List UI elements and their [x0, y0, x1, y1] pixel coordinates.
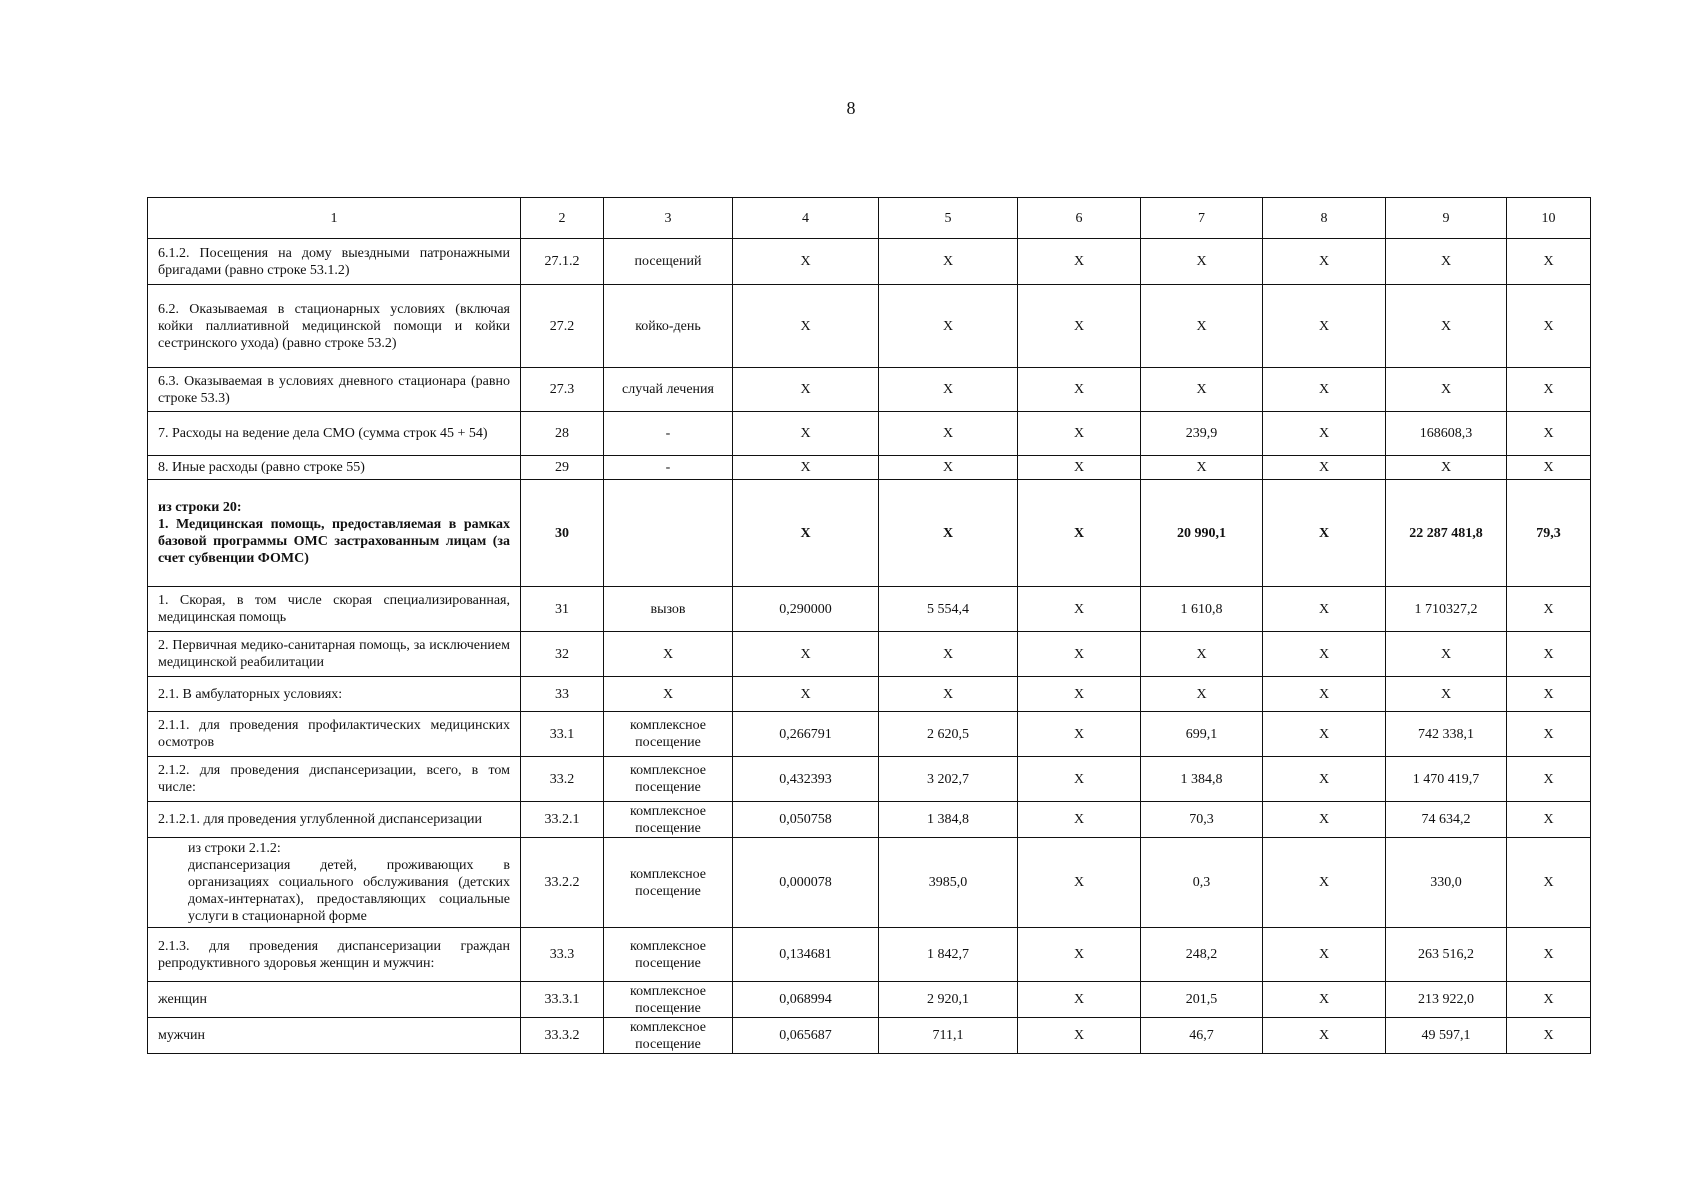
- table-cell: 5 554,4: [879, 587, 1018, 632]
- table-cell: комплексное посещение: [604, 982, 733, 1018]
- row-label-cell: 2.1.3. для проведения диспансеризации граждан репродуктивного здоровья женщин и мужчин:: [148, 928, 521, 982]
- row-label-cell: 7. Расходы на ведение дела СМО (сумма строк 45 + 54): [148, 412, 521, 456]
- row-label-cell: 1. Скорая, в том числе скорая специализированная, медицинская помощь: [148, 587, 521, 632]
- table-cell: 263 516,2: [1386, 928, 1507, 982]
- table-cell: 27.3: [521, 368, 604, 412]
- table-cell: 0,050758: [733, 802, 879, 838]
- table-cell: 1 710327,2: [1386, 587, 1507, 632]
- table-cell: Х: [1507, 1018, 1591, 1054]
- table-cell: Х: [879, 456, 1018, 480]
- table-cell: Х: [1263, 802, 1386, 838]
- table-cell: Х: [1507, 928, 1591, 982]
- table-cell: Х: [1018, 1018, 1141, 1054]
- table-cell: 2 620,5: [879, 712, 1018, 757]
- table-cell: комплексное посещение: [604, 802, 733, 838]
- table-cell: 0,266791: [733, 712, 879, 757]
- table-cell: комплексное посещение: [604, 1018, 733, 1054]
- table-cell: 3985,0: [879, 838, 1018, 928]
- table-cell: 79,3: [1507, 480, 1591, 587]
- table-cell: Х: [1141, 285, 1263, 368]
- table-cell: посещений: [604, 239, 733, 285]
- table-cell: Х: [1507, 677, 1591, 712]
- table-row: [148, 677, 1591, 712]
- row-label-cell: женщин: [148, 982, 521, 1018]
- table-row: [148, 1018, 1591, 1054]
- table-cell: случай лечения: [604, 368, 733, 412]
- table-cell: Х: [1507, 632, 1591, 677]
- table-row: [148, 368, 1591, 412]
- table-cell: Х: [879, 480, 1018, 587]
- table-cell: 28: [521, 412, 604, 456]
- table-cell: Х: [1507, 456, 1591, 480]
- table-cell: Х: [1141, 677, 1263, 712]
- table-cell: Х: [733, 632, 879, 677]
- table-cell: 201,5: [1141, 982, 1263, 1018]
- table-cell: 1 842,7: [879, 928, 1018, 982]
- column-header: 1: [148, 198, 521, 239]
- row-label-cell: мужчин: [148, 1018, 521, 1054]
- table-cell: 33.2.2: [521, 838, 604, 928]
- row-label-cell: из строки 20: 1. Медицинская помощь, предоставляемая в рамках базовой программы ОМС застрахованным лицам (за счет субвенции ФОМС): [148, 480, 521, 587]
- table-cell: Х: [879, 632, 1018, 677]
- row-label-cell: 2.1.2. для проведения диспансеризации, всего, в том числе:: [148, 757, 521, 802]
- table-cell: Х: [1141, 456, 1263, 480]
- table-cell: Х: [604, 677, 733, 712]
- table-row: [148, 587, 1591, 632]
- row-label-cell: из строки 2.1.2: диспансеризация детей, проживающих в организациях социального обслуживания (детских домах-интернатах), предоставляющих социальные услуги в стационарной форме: [148, 838, 521, 928]
- table-cell: 33.1: [521, 712, 604, 757]
- table-cell: 239,9: [1141, 412, 1263, 456]
- table-cell: 33.2.1: [521, 802, 604, 838]
- table-cell: вызов: [604, 587, 733, 632]
- row-label-cell: 8. Иные расходы (равно строке 55): [148, 456, 521, 480]
- table-cell: 0,000078: [733, 838, 879, 928]
- table-cell: Х: [1018, 239, 1141, 285]
- table-cell: 1 384,8: [1141, 757, 1263, 802]
- table-cell: 22 287 481,8: [1386, 480, 1507, 587]
- table-cell: Х: [1018, 368, 1141, 412]
- table-row: [148, 285, 1591, 368]
- row-label-cell: 2.1.1. для проведения профилактических медицинских осмотров: [148, 712, 521, 757]
- table-cell: 46,7: [1141, 1018, 1263, 1054]
- table-cell: Х: [1263, 712, 1386, 757]
- table-cell: Х: [733, 456, 879, 480]
- table-cell: Х: [1018, 757, 1141, 802]
- column-header: 7: [1141, 198, 1263, 239]
- table-cell: Х: [1507, 587, 1591, 632]
- table-cell: Х: [1507, 982, 1591, 1018]
- table-cell: Х: [1263, 757, 1386, 802]
- row-label-cell: 6.1.2. Посещения на дому выездными патронажными бригадами (равно строке 53.1.2): [148, 239, 521, 285]
- table-cell: Х: [1018, 928, 1141, 982]
- table-cell: Х: [1263, 480, 1386, 587]
- table-cell: 32: [521, 632, 604, 677]
- row-label-cell: 6.3. Оказываемая в условиях дневного стационара (равно строке 53.3): [148, 368, 521, 412]
- table-cell: 70,3: [1141, 802, 1263, 838]
- table-cell: Х: [1018, 838, 1141, 928]
- table-cell: Х: [879, 412, 1018, 456]
- table-row: [148, 982, 1591, 1018]
- table-cell: Х: [1018, 802, 1141, 838]
- table-cell: Х: [1263, 982, 1386, 1018]
- table-cell: Х: [1386, 368, 1507, 412]
- table-cell: комплексное посещение: [604, 928, 733, 982]
- table-cell: 20 990,1: [1141, 480, 1263, 587]
- table-cell: Х: [1018, 285, 1141, 368]
- table-cell: Х: [1263, 456, 1386, 480]
- table-cell: Х: [1507, 712, 1591, 757]
- table-cell: 0,290000: [733, 587, 879, 632]
- table-cell: комплексное посещение: [604, 838, 733, 928]
- table-cell: Х: [879, 239, 1018, 285]
- table-row: [148, 712, 1591, 757]
- table-cell: 168608,3: [1386, 412, 1507, 456]
- table-cell: 0,068994: [733, 982, 879, 1018]
- table-cell: комплексное посещение: [604, 712, 733, 757]
- column-header: 9: [1386, 198, 1507, 239]
- table-cell: Х: [733, 677, 879, 712]
- table-row: [148, 456, 1591, 480]
- table-row: [148, 928, 1591, 982]
- table-cell: 31: [521, 587, 604, 632]
- table-cell: Х: [1141, 632, 1263, 677]
- table-cell: Х: [1263, 1018, 1386, 1054]
- table-cell: 213 922,0: [1386, 982, 1507, 1018]
- table-cell: Х: [1018, 632, 1141, 677]
- column-header: 4: [733, 198, 879, 239]
- table-cell: 711,1: [879, 1018, 1018, 1054]
- table-cell: 29: [521, 456, 604, 480]
- table-cell: Х: [1018, 480, 1141, 587]
- column-header: 3: [604, 198, 733, 239]
- table-cell: Х: [1141, 368, 1263, 412]
- table-row: [148, 802, 1591, 838]
- page-number: 8: [846, 98, 856, 118]
- table-cell: комплексное посещение: [604, 757, 733, 802]
- table-cell: 33.3: [521, 928, 604, 982]
- table-cell: Х: [1018, 982, 1141, 1018]
- table-cell: Х: [1386, 285, 1507, 368]
- row-label-cell: 6.2. Оказываемая в стационарных условиях (включая койки паллиативной медицинской помощи и койки сестринского ухода) (равно строке 53.2): [148, 285, 521, 368]
- table-cell: Х: [1263, 368, 1386, 412]
- column-header: 5: [879, 198, 1018, 239]
- table-cell: 33.2: [521, 757, 604, 802]
- table-cell: Х: [1507, 368, 1591, 412]
- table-row: [148, 412, 1591, 456]
- table-row: [148, 757, 1591, 802]
- table-cell: Х: [733, 368, 879, 412]
- table-cell: Х: [1263, 677, 1386, 712]
- table-cell: Х: [879, 368, 1018, 412]
- table-row: [148, 239, 1591, 285]
- table-cell: 3 202,7: [879, 757, 1018, 802]
- table-cell: койко-день: [604, 285, 733, 368]
- table-cell: Х: [1507, 239, 1591, 285]
- table-cell: Х: [1507, 285, 1591, 368]
- data-table: [147, 197, 1591, 1054]
- table-cell: 74 634,2: [1386, 802, 1507, 838]
- table-cell: Х: [1263, 632, 1386, 677]
- table-cell: 0,065687: [733, 1018, 879, 1054]
- column-header: 2: [521, 198, 604, 239]
- table-cell: 0,134681: [733, 928, 879, 982]
- table-cell: Х: [1018, 677, 1141, 712]
- table-cell: 1 470 419,7: [1386, 757, 1507, 802]
- row-label-cell: 2.1.2.1. для проведения углубленной диспансеризации: [148, 802, 521, 838]
- table-cell: Х: [733, 480, 879, 587]
- table-cell: Х: [1263, 587, 1386, 632]
- table-cell: Х: [733, 412, 879, 456]
- table-cell: Х: [1507, 757, 1591, 802]
- table-cell: 30: [521, 480, 604, 587]
- table-cell: 49 597,1: [1386, 1018, 1507, 1054]
- table-cell: 33.3.2: [521, 1018, 604, 1054]
- table-cell: Х: [1386, 632, 1507, 677]
- table-cell: Х: [1263, 838, 1386, 928]
- table-cell: Х: [1386, 677, 1507, 712]
- table-cell: 248,2: [1141, 928, 1263, 982]
- table-cell: -: [604, 412, 733, 456]
- table-cell: Х: [879, 285, 1018, 368]
- table-cell: 33.3.1: [521, 982, 604, 1018]
- table-cell: 0,432393: [733, 757, 879, 802]
- table-cell: Х: [604, 632, 733, 677]
- table-cell: Х: [1018, 712, 1141, 757]
- row-label-cell: 2.1. В амбулаторных условиях:: [148, 677, 521, 712]
- table-header-row: [148, 198, 1591, 239]
- table-cell: Х: [1263, 239, 1386, 285]
- table-cell: 27.2: [521, 285, 604, 368]
- table-cell: Х: [879, 677, 1018, 712]
- table-cell: 1 610,8: [1141, 587, 1263, 632]
- table-cell: Х: [1018, 456, 1141, 480]
- table-row: [148, 632, 1591, 677]
- table-cell: Х: [1263, 928, 1386, 982]
- table-cell: 0,3: [1141, 838, 1263, 928]
- column-header: 10: [1507, 198, 1591, 239]
- table-cell: Х: [1386, 239, 1507, 285]
- table-row: [148, 480, 1591, 587]
- table-cell: Х: [1507, 412, 1591, 456]
- table-cell: 742 338,1: [1386, 712, 1507, 757]
- table-cell: Х: [1263, 285, 1386, 368]
- table-cell: 699,1: [1141, 712, 1263, 757]
- table-cell: Х: [1018, 587, 1141, 632]
- table-cell: Х: [1507, 802, 1591, 838]
- table-cell: Х: [1141, 239, 1263, 285]
- table-cell: 1 384,8: [879, 802, 1018, 838]
- table-cell: 33: [521, 677, 604, 712]
- row-label-cell: 2. Первичная медико-санитарная помощь, за исключением медицинской реабилитации: [148, 632, 521, 677]
- table-cell: Х: [1386, 456, 1507, 480]
- table-cell: Х: [1507, 838, 1591, 928]
- table-row: [148, 838, 1591, 928]
- column-header: 6: [1018, 198, 1141, 239]
- table-cell: 2 920,1: [879, 982, 1018, 1018]
- table-cell: Х: [733, 239, 879, 285]
- table-cell: Х: [733, 285, 879, 368]
- column-header: 8: [1263, 198, 1386, 239]
- table-cell: [604, 480, 733, 587]
- table-cell: 27.1.2: [521, 239, 604, 285]
- table-cell: -: [604, 456, 733, 480]
- table-cell: 330,0: [1386, 838, 1507, 928]
- table-cell: Х: [1018, 412, 1141, 456]
- table-cell: Х: [1263, 412, 1386, 456]
